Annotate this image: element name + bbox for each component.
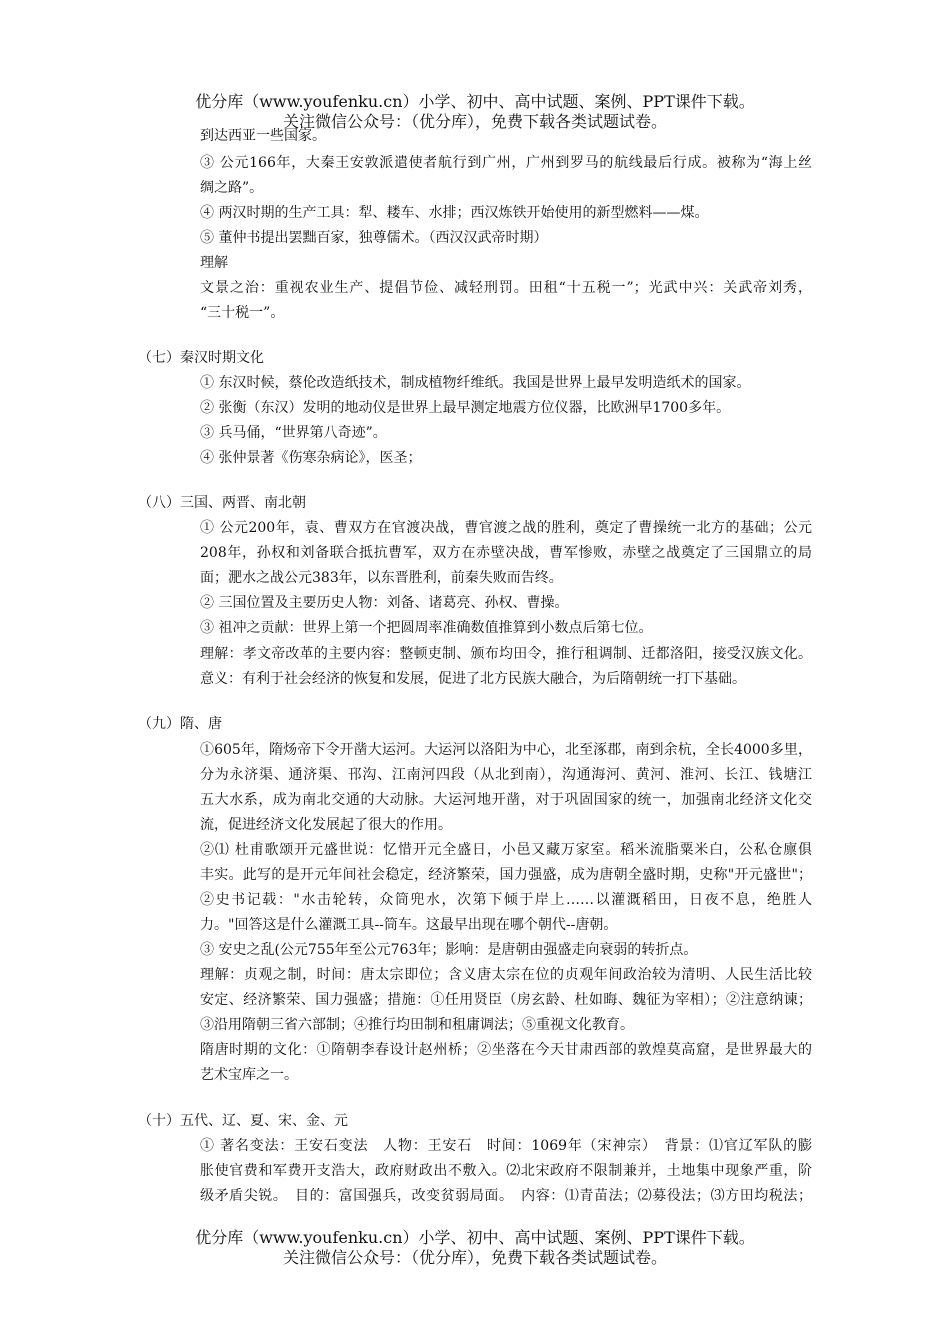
text-line: ② 三国位置及主要历史人物：刘备、诸葛亮、孙权、曹操。 xyxy=(200,595,569,611)
text-line: ⑤ 董仲书提出罢黜百家，独尊儒术。（西汉汉武帝时期） xyxy=(200,230,548,246)
text-line: ③沿用隋朝三省六部制；④推行均田制和租庸调法；⑤重视文化教育。 xyxy=(200,1017,634,1033)
text-line: 绸之路”。 xyxy=(200,180,264,196)
text-line: ④ 两汉时期的生产工具：犁、耧车、水排；西汉炼铁开始使用的新型燃料——煤。 xyxy=(200,205,709,221)
text-line: ①605年，隋炀帝下令开凿大运河。大运河以洛阳为中心，北至涿郡，南到余杭，全长4000多里， xyxy=(200,742,812,758)
text-line: “三十税一”。 xyxy=(200,305,285,321)
header-line-1: 优分库（www.youfenku.cn）小学、初中、高中试题、案例、PPT课件下载。 xyxy=(195,92,755,111)
text-line: 五大水系，成为南北交通的大动脉。大运河地开凿，对于巩固国家的统一，加强南北经济文化交 xyxy=(200,792,812,808)
text-line: 到达西亚一些国家。 xyxy=(200,128,326,144)
header-line-2: 关注微信公众号：（优分库），免费下载各类试题试卷。 xyxy=(282,112,667,131)
text-line: 胀使官费和军费开支浩大，政府财政出不敷入。⑵北宋政府不限制兼并，土地集中现象严重，阶 xyxy=(200,1163,812,1179)
text-line: ② 张衡（东汉）发明的地动仪是世界上最早测定地震方位仪器，比欧洲早1700多年。 xyxy=(200,400,731,416)
text-line: 分为永济渠、通济渠、邗沟、江南河四段（从北到南），沟通海河、黄河、淮河、长江、钱塘江 xyxy=(200,767,812,783)
section-heading-9: （九）隋、唐 xyxy=(138,716,222,732)
text-line: ③ 公元166年，大秦王安敦派遣使者航行到广州，广州到罗马的航线最后行成。被称为“海上丝 xyxy=(200,155,812,171)
section-heading-10: （十）五代、辽、夏、宋、金、元 xyxy=(138,1113,348,1129)
text-line: ③ 祖冲之贡献：世界上第一个把圆周率准确数值推算到小数点后第七位。 xyxy=(200,620,653,636)
text-line: 理解 xyxy=(200,255,228,271)
text-line: 丰实。此写的是开元年间社会稳定，经济繁荣，国力强盛，成为唐朝全盛时期，史称"开元盛世"； xyxy=(200,867,812,883)
text-line: ②史书记载："水击轮转，众筒兜水，次第下倾于岸上……以灌溉稻田，日夜不息，绝胜人 xyxy=(200,892,812,908)
text-line: ④ 张仲景著《伤寒杂病论》，医圣； xyxy=(200,450,422,466)
text-line: 安定、经济繁荣、国力强盛；措施：①任用贤臣（房玄龄、杜如晦、魏征为宰相）；②注意纳谏； xyxy=(200,992,812,1008)
text-line: 艺术宝库之一。 xyxy=(200,1067,298,1083)
text-line: ③ 安史之乱(公元755年至公元763年；影响：是唐朝由强盛走向衰弱的转折点。 xyxy=(200,942,698,958)
text-line: 208年，孙权和刘备联合抵抗曹军，双方在赤壁决战，曹军惨败，赤壁之战奠定了三国鼎立的局 xyxy=(200,545,812,561)
text-line: 级矛盾尖锐。 目的：富国强兵，改变贫弱局面。 内容：⑴青苗法；⑵募役法；⑶方田均税法； xyxy=(200,1188,812,1204)
text-line: 文景之治：重视农业生产、提倡节俭、减轻刑罚。田租“十五税一”；光武中兴：关武帝刘秀， xyxy=(200,280,812,296)
footer-line-2: 关注微信公众号：（优分库），免费下载各类试题试卷。 xyxy=(282,1248,667,1267)
text-line: 意义：有利于社会经济的恢复和发展，促进了北方民族大融合，为后隋朝统一打下基础。 xyxy=(200,671,746,687)
text-line: 理解：贞观之制，时间：唐太宗即位；含义唐太宗在位的贞观年间政治较为清明、人民生活比较 xyxy=(200,967,812,983)
text-line: 面；淝水之战公元383年，以东晋胜利，前秦失败而告终。 xyxy=(200,570,563,586)
text-line: ① 公元200年，袁、曹双方在官渡决战，曹官渡之战的胜利，奠定了曹操统一北方的基础；公元 xyxy=(200,520,812,536)
text-line: 理解：孝文帝改革的主要内容：整顿吏制、颁布均田令，推行租调制、迁都洛阳，接受汉族文化。 xyxy=(200,646,812,662)
page-footer xyxy=(0,1228,950,1268)
text-line: ① 东汉时候，蔡伦改造纸技术，制成植物纤维纸。我国是世界上最早发明造纸术的国家。 xyxy=(200,375,751,391)
section-heading-8: （八）三国、两晋、南北朝 xyxy=(138,495,306,511)
footer-line-1: 优分库（www.youfenku.cn）小学、初中、高中试题、案例、PPT课件下载。 xyxy=(195,1228,755,1247)
text-line: 流，促进经济文化发展起了很大的作用。 xyxy=(200,817,452,833)
text-line: ②⑴ 杜甫歌颂开元盛世说：忆惜开元全盛日，小邑又藏万家室。稻米流脂粟米白，公私仓廪俱 xyxy=(200,842,812,858)
text-line: ① 著名变法：王安石变法 人物：王安石 时间：1069年（宋神宗） 背景：⑴官辽军队的膨 xyxy=(200,1138,812,1154)
text-line: ③ 兵马俑，“世界第八奇迹”。 xyxy=(200,425,387,441)
text-line: 力。"回答这是什么灌溉工具--筒车。这最早出现在哪个朝代--唐朝。 xyxy=(200,917,618,933)
text-line: 隋唐时期的文化：①隋朝李春设计赵州桥；②坐落在今天甘肃西部的敦煌莫高窟，是世界最大的 xyxy=(200,1042,812,1058)
section-heading-7: （七）秦汉时期文化 xyxy=(138,350,264,366)
